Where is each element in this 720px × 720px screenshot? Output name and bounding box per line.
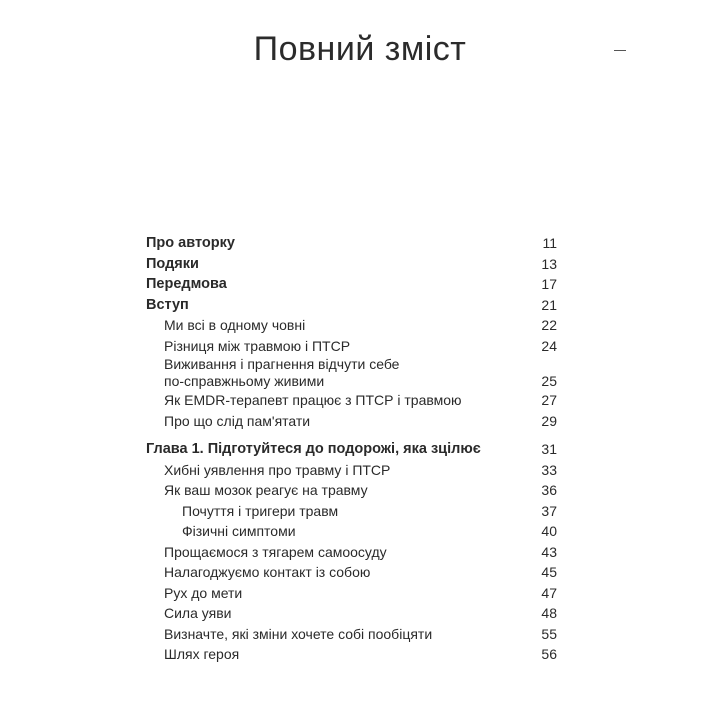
toc-entry-title: Вступ [146, 296, 189, 313]
toc-entry [146, 233, 557, 254]
toc-entry [146, 583, 557, 604]
toc-entry-page: 25 [541, 373, 557, 389]
toc-entry [146, 603, 557, 624]
toc-entry [146, 624, 557, 645]
toc-entry-page: 45 [541, 564, 557, 580]
toc-entry [146, 336, 557, 357]
toc-entry-page: 55 [541, 625, 557, 642]
toc-entry [146, 254, 557, 275]
toc-entry-title: Глава 1. Підготуйтеся до подорожі, яка зцілює [146, 441, 481, 457]
toc-entry-title: Фізичні симптоми [182, 523, 296, 539]
toc-entry-page: 36 [541, 482, 557, 498]
toc-entry-title: Про що слід пам'ятати [164, 412, 311, 429]
toc-entry [146, 521, 557, 542]
toc-entry-page: 17 [541, 276, 557, 292]
toc-entry-page: 29 [541, 412, 557, 429]
toc-entry [146, 274, 557, 295]
toc-entry-title: Хибні уявлення про травму і ПТСР [164, 461, 391, 478]
toc-entry [146, 315, 557, 336]
toc-entry [146, 480, 557, 501]
toc-entry-title: Сила уяви [164, 605, 232, 621]
toc-entry [146, 644, 557, 665]
toc-entry-title: Передмова [146, 276, 227, 292]
toc-entry [146, 460, 557, 481]
toc-entry-title: Різниця між травмою і ПТСР [164, 337, 351, 354]
toc-entry [146, 390, 557, 411]
corner-dash-mark [614, 50, 626, 51]
toc-entry-page: 31 [541, 441, 557, 457]
toc-entry-title: Виживання і прагнення відчути себе по-справжньому живими [164, 356, 400, 389]
toc-entry-page: 11 [542, 235, 557, 251]
toc-entry [146, 542, 557, 563]
toc-entry-title: Як EMDR-терапевт працює з ПТСР і травмою [164, 392, 462, 408]
toc-entry-title: Ми всі в одному човні [164, 317, 306, 333]
toc-entry-title: Прощаємося з тягарем самоосуду [164, 543, 387, 560]
toc-entry-title: Визначте, які зміни хочете собі пообіцяти [164, 625, 433, 642]
toc-entry-page: 40 [541, 523, 557, 539]
toc-chapter-entry [146, 439, 557, 460]
toc-entry [146, 295, 557, 316]
toc-entry-page: 24 [541, 337, 557, 354]
toc-entry-title: Почуття і тригери травм [182, 502, 339, 519]
toc-entry [146, 562, 557, 583]
toc-entry-title: Про авторку [146, 235, 235, 251]
toc-entry-title: Подяки [146, 255, 199, 272]
toc-entry-page: 56 [541, 646, 557, 662]
toc-entry-page: 43 [541, 543, 557, 560]
toc-entry-page: 47 [541, 584, 557, 601]
toc-entry [146, 411, 557, 432]
toc-entry-title: Рух до мети [164, 584, 243, 601]
toc-entry-title: Шлях героя [164, 646, 240, 662]
toc-entry-page: 37 [541, 502, 557, 519]
toc-entry-page: 48 [541, 605, 557, 621]
toc-entry-page: 33 [541, 461, 557, 478]
toc-entry [146, 501, 557, 522]
toc-entry-page: 13 [541, 255, 557, 272]
table-of-contents [146, 233, 557, 665]
page-title: Повний зміст [253, 30, 467, 68]
toc-entry [146, 356, 557, 390]
toc-entry-title: Як ваш мозок реагує на травму [164, 482, 368, 498]
toc-entry-page: 22 [541, 317, 557, 333]
toc-entry-page: 21 [541, 296, 557, 313]
toc-entry-page: 27 [541, 392, 557, 408]
toc-entry-title: Налагоджуємо контакт із собою [164, 564, 371, 580]
